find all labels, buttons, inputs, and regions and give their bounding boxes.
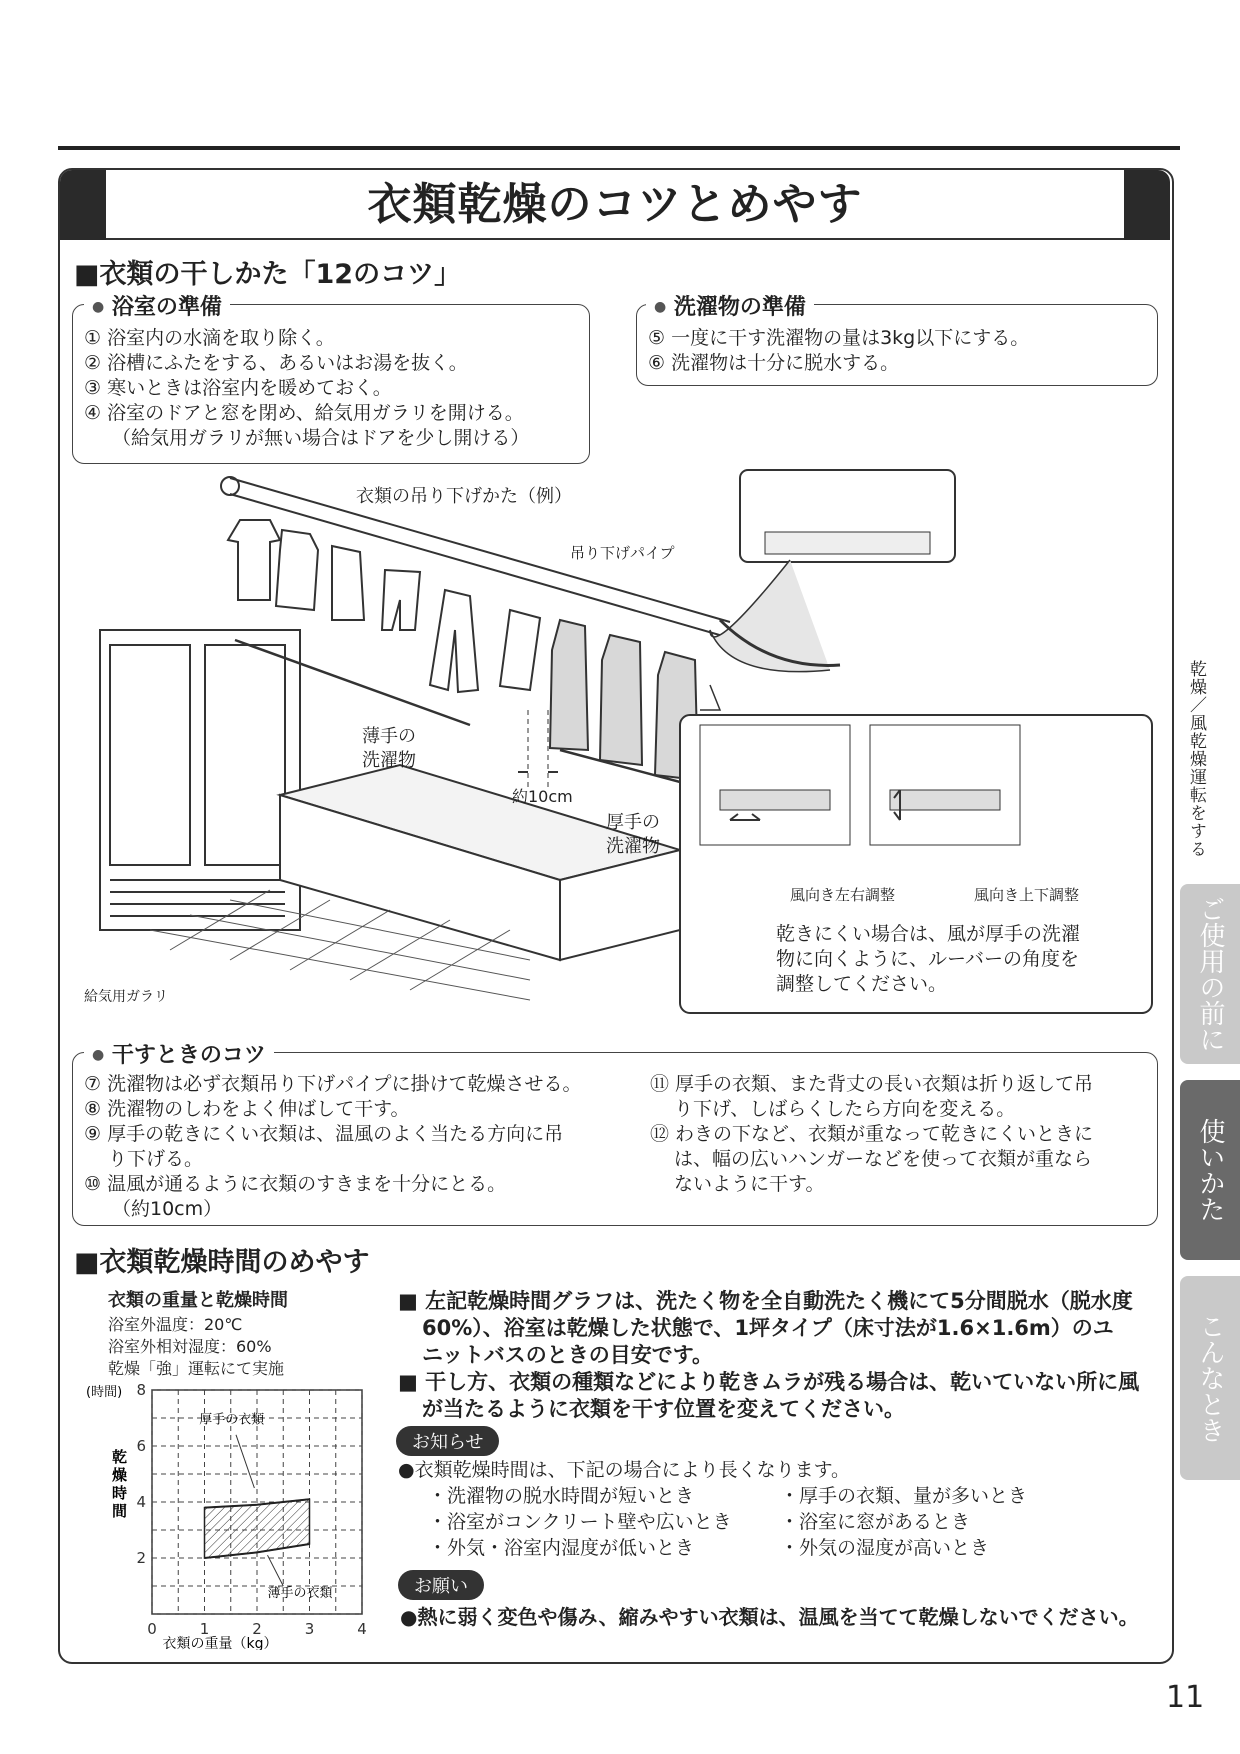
chart-drying-range-band	[205, 1499, 310, 1558]
tab-troubleshooting[interactable]: こんなとき	[1180, 1276, 1240, 1480]
notice-item: ・外気・浴室内湿度が低いとき	[428, 1537, 695, 1559]
list-item: ⑦ 洗濯物は必ず衣類吊り下げパイプに掛けて乾燥させる。	[84, 1073, 582, 1095]
laundry-prep-label-text: 洗濯物の準備	[673, 295, 806, 320]
page-number: 11	[1166, 1680, 1205, 1715]
y-unit-label: (時間)	[86, 1385, 123, 1400]
note-line: ■ 左記乾燥時間グラフは、洗たく物を全自動洗たく機にて5分間脱水（脱水度	[398, 1289, 1133, 1313]
drying-tips-label-text: 干すときのコツ	[111, 1043, 266, 1068]
louver-ud-label: 風向き上下調整	[974, 886, 1080, 904]
drying-time-chart	[80, 1380, 380, 1650]
dryer-unit-icon	[710, 470, 955, 672]
thin-laundry-label-line1: 薄手の	[362, 726, 416, 747]
notice-item: ・厚手の衣類、量が多いとき	[780, 1485, 1028, 1507]
y-tick-label: 6	[136, 1437, 146, 1455]
bullet-icon: ●	[92, 299, 105, 315]
list-item: は、幅の広いハンガーなどを使って衣類が重なら	[674, 1148, 1093, 1170]
side-section-title: 乾燥／風乾燥運転をする	[1186, 660, 1206, 858]
notice-lead: ●衣類乾燥時間は、下記の場合により長くなります。	[398, 1459, 851, 1481]
notice-item: ・浴室に窓があるとき	[780, 1511, 971, 1533]
notice-badge: お知らせ	[396, 1426, 499, 1456]
title-bar	[60, 170, 1170, 240]
list-item: ③ 寒いときは浴室内を暖めておく。	[84, 377, 392, 399]
y-tick-label: 4	[136, 1493, 146, 1511]
annotation-thin-clothes: 薄手の衣類	[267, 1586, 333, 1602]
x-tick-label: 4	[357, 1620, 367, 1638]
bath-prep-label-text: 浴室の準備	[111, 295, 222, 320]
note-line: 60%）、浴室は乾燥した状態で、1坪タイプ（床寸法が1.6×1.6m）のユ	[422, 1316, 1114, 1340]
title-bar-right-cap	[1124, 170, 1170, 240]
thin-clothes-icon	[228, 520, 540, 692]
louver-note-line2: 物に向くように、ルーバーの角度を	[776, 948, 1080, 970]
x-tick-label: 3	[304, 1620, 315, 1638]
bathtub-icon	[280, 765, 680, 960]
y-tick-label: 8	[136, 1381, 146, 1399]
drying-tips-label	[84, 1038, 274, 1069]
request-text: ●熱に弱く変色や傷み、縮みやすい衣類は、温風を当てて乾燥しないでください。	[400, 1605, 1139, 1629]
list-item: ④ 浴室のドアと窓を閉め、給気用ガラリを開ける。	[84, 402, 524, 424]
tab-before-use[interactable]: ご使用の前に	[1180, 884, 1240, 1064]
louver-note-line3: 調整してください。	[776, 973, 948, 995]
y-axis-label-char: 時	[112, 1484, 128, 1502]
list-item: ⑨ 厚手の乾きにくい衣類は、温風のよく当たる方向に吊	[84, 1123, 564, 1145]
tab-how-to-use[interactable]: 使いかた	[1180, 1080, 1240, 1260]
thick-clothes-icon	[550, 620, 698, 780]
x-axis-label: 衣類の重量（kg）	[162, 1636, 278, 1650]
list-item: ⑩ 温風が通るように衣類のすきまを十分にとる。	[84, 1173, 507, 1195]
pipe-label: 吊り下げパイプ	[570, 544, 675, 562]
list-item: ② 浴槽にふたをする、あるいはお湯を抜く。	[84, 352, 468, 374]
bullet-icon: ●	[92, 1047, 105, 1063]
condition-line: 乾燥「強」運転にて実施	[108, 1359, 285, 1378]
list-item: ないように干す。	[674, 1173, 825, 1195]
list-item: ① 浴室内の水滴を取り除く。	[84, 327, 335, 349]
y-axis-label-char: 燥	[112, 1466, 128, 1484]
note-line: が当たるように衣類を干す位置を変えてください。	[422, 1397, 905, 1421]
x-tick-label: 2	[252, 1620, 262, 1638]
list-item: ⑥ 洗濯物は十分に脱水する。	[648, 352, 900, 374]
list-item: ⑪ 厚手の衣類、また背丈の長い衣類は折り返して吊	[650, 1073, 1094, 1095]
chart-title: 衣類の重量と乾燥時間	[108, 1290, 288, 1311]
louver-lr-label: 風向き左右調整	[790, 886, 896, 904]
thick-laundry-label-line1: 厚手の	[606, 812, 660, 833]
illustration-caption: 衣類の吊り下げかた（例）	[356, 486, 572, 507]
note-line: ■ 干し方、衣類の種類などにより乾きムラが残る場合は、乾いていない所に風	[398, 1370, 1140, 1394]
thin-laundry-label-line2: 洗濯物	[362, 750, 416, 771]
gap-label: 約10cm	[512, 787, 573, 806]
x-tick-label: 1	[199, 1620, 210, 1638]
list-item: （給気用ガラリが無い場合はドアを少し開ける）	[112, 427, 530, 449]
notice-item: ・浴室がコンクリート壁や広いとき	[428, 1511, 732, 1533]
list-item: （約10cm）	[112, 1198, 223, 1220]
condition-line: 浴室外温度：20℃	[108, 1315, 243, 1334]
condition-line: 浴室外相対湿度：60%	[108, 1337, 272, 1356]
x-tick-label: 0	[147, 1620, 157, 1638]
note-line: ニットバスのときの目安です。	[422, 1343, 714, 1367]
y-tick-label: 2	[136, 1549, 146, 1567]
section-heading-12-tips: ■衣類の干しかた「12のコツ」	[74, 259, 462, 290]
list-item: ⑧ 洗濯物のしわをよく伸ばして干す。	[84, 1098, 410, 1120]
notice-item: ・洗濯物の脱水時間が短いとき	[428, 1485, 695, 1507]
y-axis-label	[111, 1448, 127, 1520]
annotation-leader-thin	[268, 1555, 284, 1586]
laundry-prep-label	[646, 290, 814, 321]
louver-note-line1: 乾きにくい場合は、風が厚手の洗濯	[776, 923, 1081, 945]
bath-prep-label	[84, 290, 230, 321]
request-badge: お願い	[398, 1570, 484, 1600]
top-rule	[58, 146, 1180, 150]
bullet-icon: ●	[654, 299, 667, 315]
vent-label: 給気用ガラリ	[84, 989, 168, 1005]
list-item: り下げる。	[108, 1148, 204, 1170]
list-item: り下げ、しばらくしたら方向を変える。	[674, 1098, 1016, 1120]
title-bar-left-cap	[60, 170, 106, 240]
annotation-thick-clothes: 厚手の衣類	[199, 1412, 265, 1428]
list-item: ⑤ 一度に干す洗濯物の量は3kg以下にする。	[648, 327, 1030, 349]
page-title: 衣類乾燥のコツとめやす	[367, 179, 863, 230]
y-axis-label-char: 間	[112, 1502, 128, 1520]
thick-laundry-label-line2: 洗濯物	[606, 836, 660, 857]
title-underline	[106, 238, 1124, 240]
notice-item: ・外気の湿度が高いとき	[780, 1537, 990, 1559]
y-axis-label-char: 乾	[112, 1448, 128, 1466]
section-heading-drying-time: ■衣類乾燥時間のめやす	[74, 1247, 370, 1278]
list-item: ⑫ わきの下など、衣類が重なって乾きにくいときに	[650, 1123, 1094, 1145]
bathroom-door-icon	[100, 630, 300, 930]
annotation-leader-thick	[236, 1435, 254, 1488]
